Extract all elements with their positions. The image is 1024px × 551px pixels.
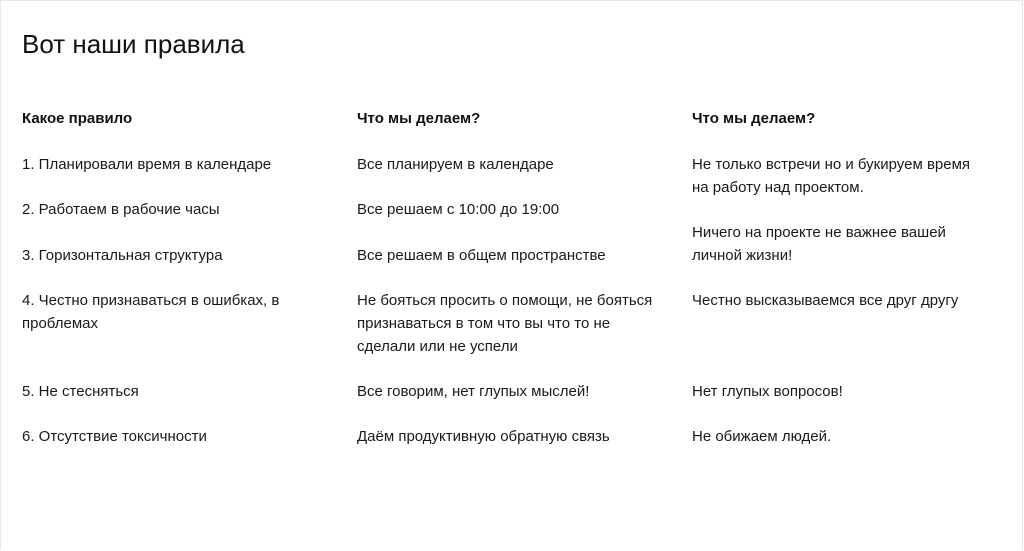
rule-cell-6: 6. Отсутствие токсичности	[22, 428, 207, 445]
action-cell-5: Все говорим, нет глупых мыслей!	[357, 383, 590, 400]
note-cell-2: Ничего на проекте не важнее вашей личной жизни!	[692, 224, 946, 264]
rule-cell-3: 3. Горизонтальная структура	[22, 247, 223, 264]
column-header-rule: Какое правило	[22, 110, 133, 127]
rule-cell-5: 5. Не стесняться	[22, 383, 139, 400]
note-cell-1: Не только встречи но и букируем время на работу над проектом.	[692, 156, 971, 196]
action-cell-6: Даём продуктивную обратную связь	[357, 428, 610, 445]
action-cell-4: Не бояться просить о помощи, не бояться признаваться в том что вы что то не сделали или не успели	[357, 292, 653, 355]
note-cell-6: Не обижаем людей.	[692, 428, 832, 445]
note-cell-4: Честно высказываемся все друг другу	[692, 292, 959, 309]
note-cell-5: Нет глупых вопросов!	[692, 383, 843, 400]
rule-cell-4: 4. Честно признаваться в ошибках, в проблемах	[22, 292, 280, 332]
action-cell-3: Все решаем в общем пространстве	[357, 247, 606, 264]
page-title: Вот наши правила	[22, 29, 245, 59]
rule-cell-2: 2. Работаем в рабочие часы	[22, 201, 220, 218]
action-cell-1: Все планируем в календаре	[357, 156, 554, 173]
rule-cell-1: 1. Планировали время в календаре	[22, 156, 272, 173]
column-header-action: Что мы делаем?	[357, 110, 481, 127]
column-header-note: Что мы делаем?	[692, 110, 816, 127]
action-cell-2: Все решаем с 10:00 до 19:00	[357, 201, 560, 218]
